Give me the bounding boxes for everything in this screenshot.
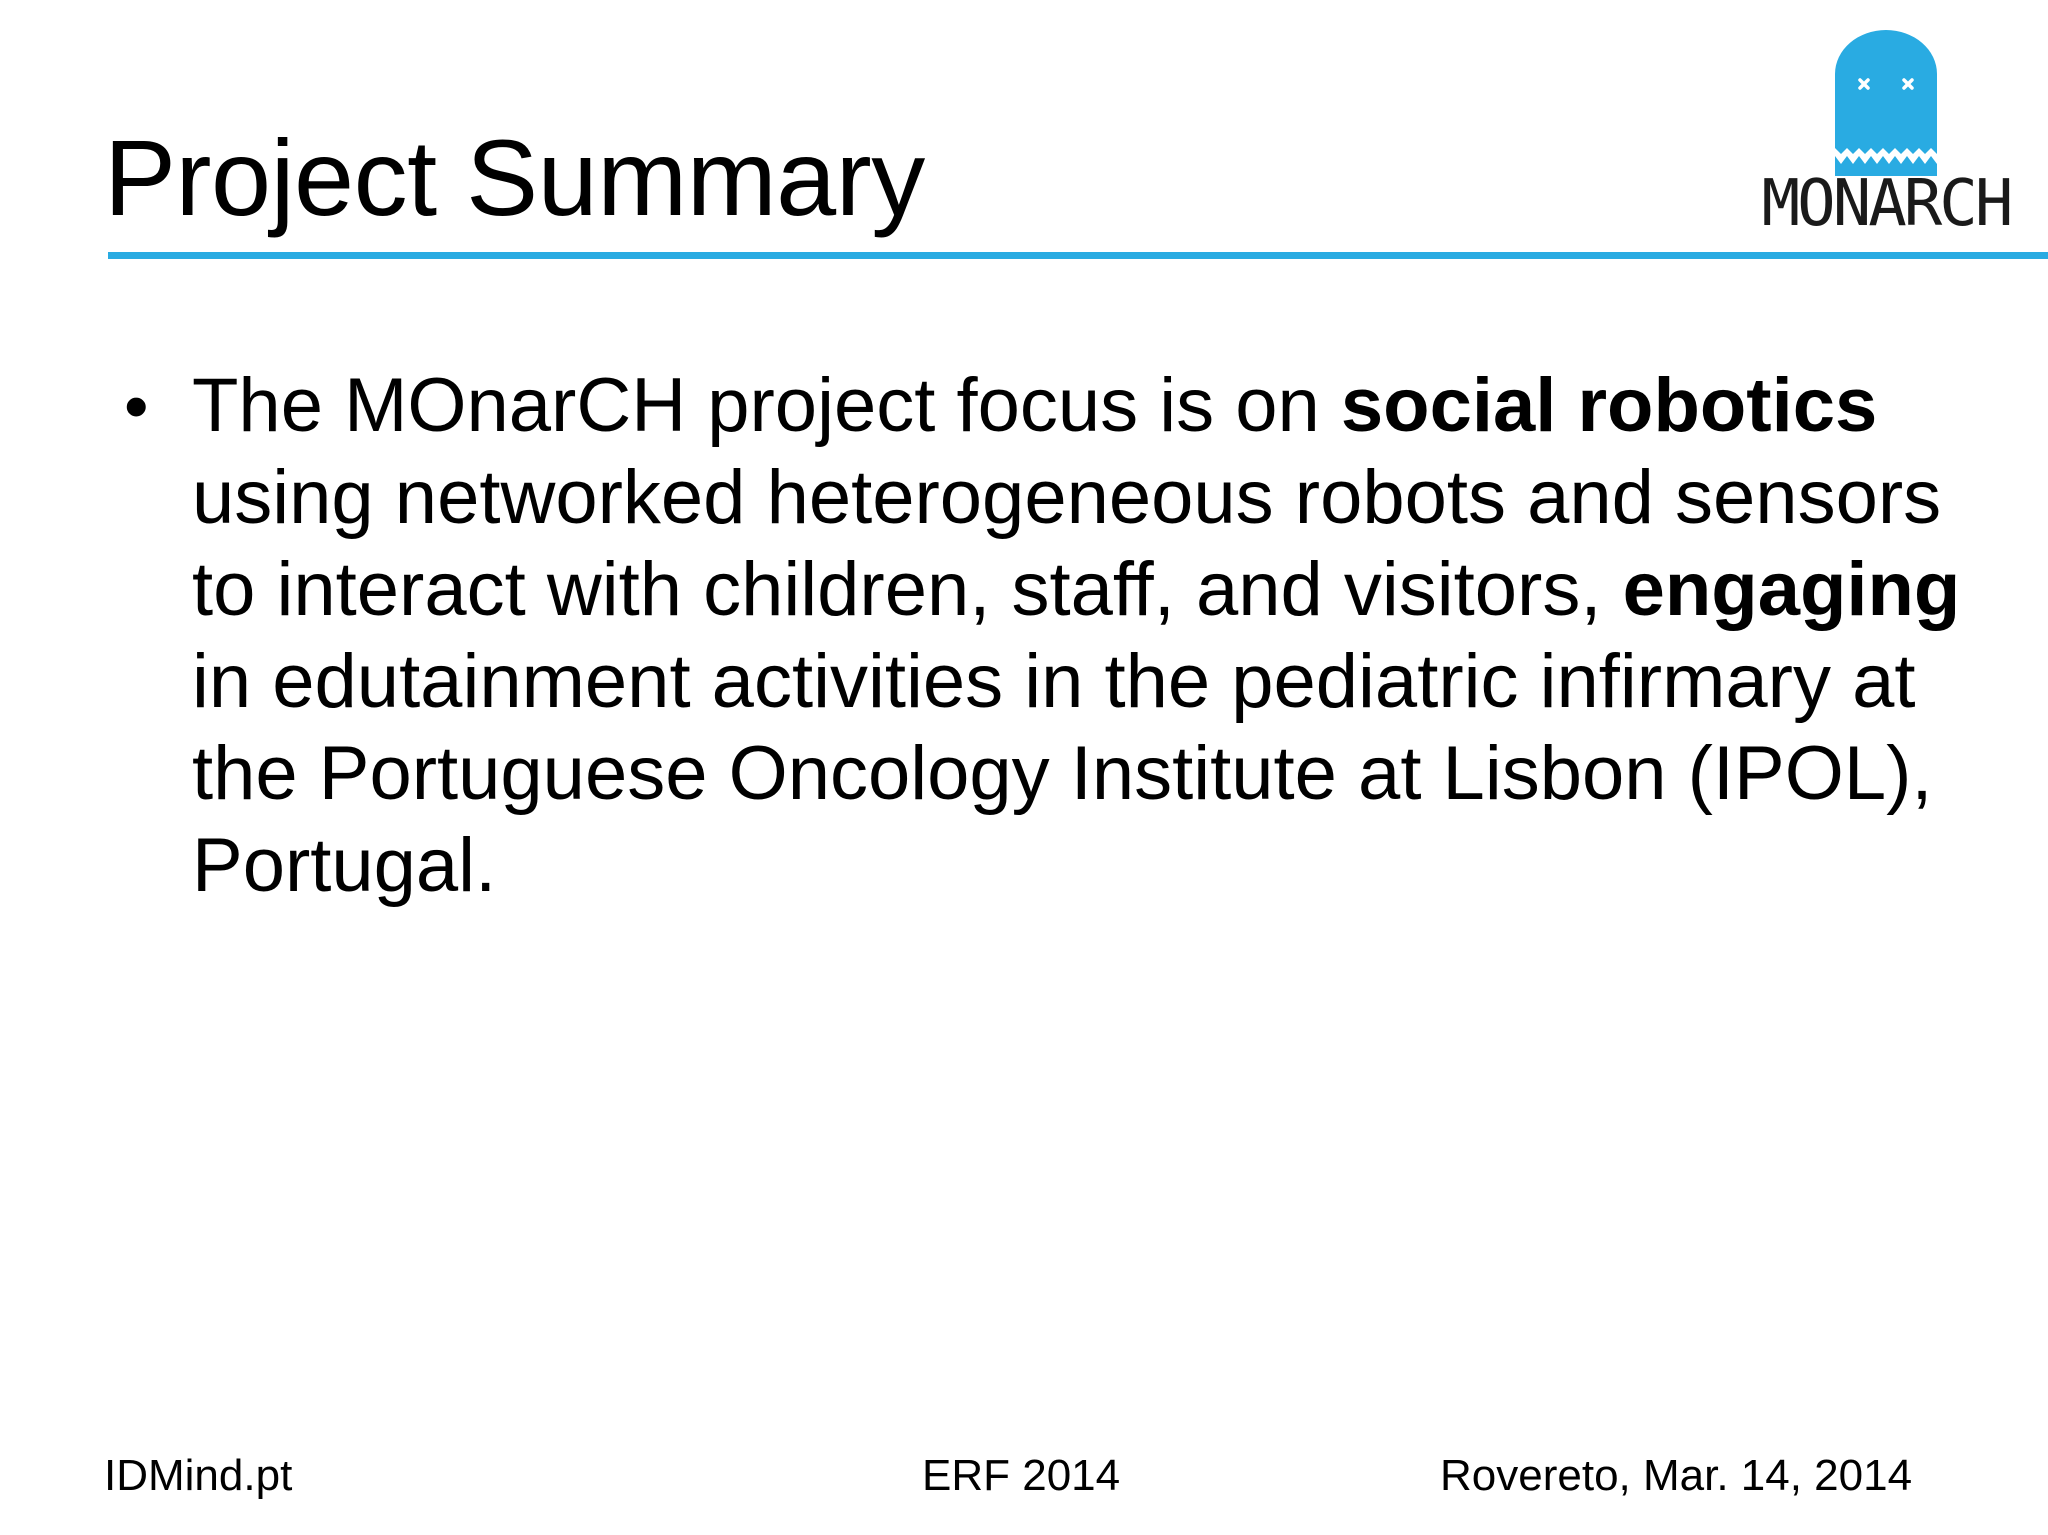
bullet-text-part: in edutainment activities in the pediatric infirmary at the Portuguese Oncology Institute at Lisbon (IPOL), Portugal.: [192, 639, 1933, 908]
bullet-emphasis-social-robotics: social robotics: [1340, 363, 1878, 448]
footer-website: IDMind.pt: [104, 1451, 293, 1500]
footer-event: ERF 2014: [922, 1451, 1121, 1500]
title-underline: [108, 252, 2048, 259]
bullet-emphasis-engaging: engaging: [1622, 547, 1961, 632]
logo-wordmark: MONARCH: [1761, 167, 2011, 241]
bullet-item: [120, 360, 2000, 912]
bullet-text-part: The MOnarCH project focus is on: [192, 363, 1341, 448]
bullet-marker: •: [124, 367, 149, 445]
ghost-robot-icon: [1835, 30, 1937, 176]
slide-title: Project Summary: [104, 117, 925, 238]
footer-location-date: Rovereto, Mar. 14, 2014: [1440, 1451, 1913, 1500]
bullet-list: [120, 360, 2000, 912]
monarch-logo: [1748, 24, 2024, 244]
bullet-text-part: using networked heterogeneous robots and sensors to interact with children, staff, and visitors,: [192, 455, 1942, 632]
